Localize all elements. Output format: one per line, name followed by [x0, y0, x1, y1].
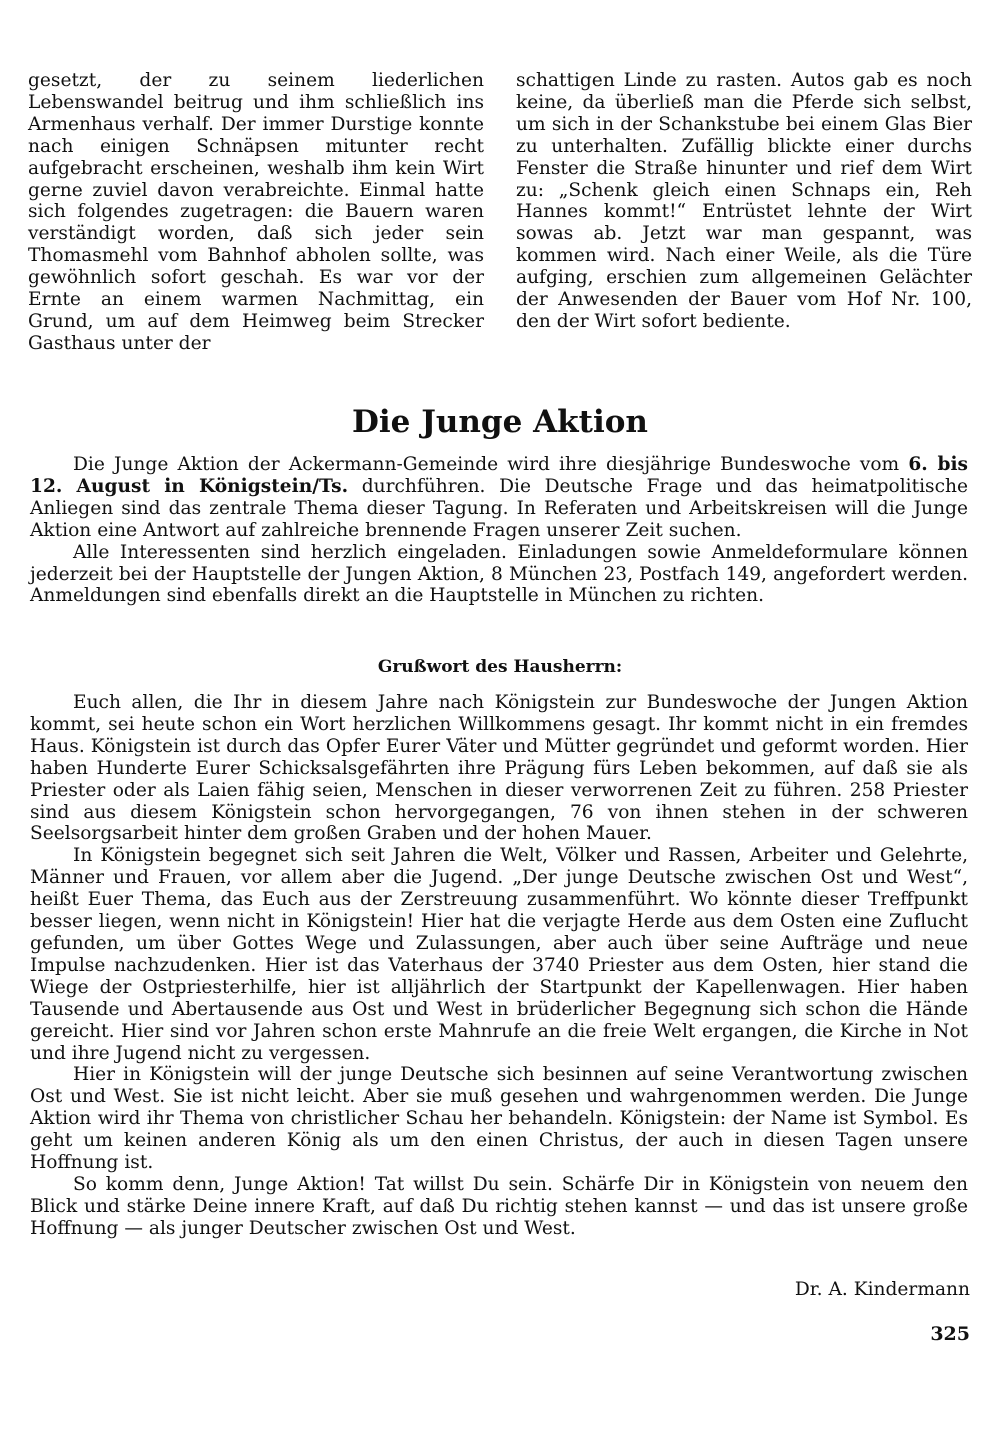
greeting-subheading: Grußwort des Hausherrn:: [377, 657, 623, 677]
left-column-paragraph: gesetzt, der zu seinem liederlichen Lebenswandel beitrug und ihm schließlich ins Armenhaus verhalf. Der immer Durstige konnte nach einigen Schnäpsen mitunter recht aufgebracht erscheinen, weshalb ihm kein Wirt gerne zuviel davon verabreichte. Einmal hatte sich folgendes zugetragen: die Bauern waren verständigt worden, daß sich jeder sein Thomasmehl vom Bahnhof abholen sollte, was gewöhnlich sofort geschah. Es war vor der Ernte an einem warmen Nachmittag, ein Grund, um auf dem Heimweg beim Strecker Gasthaus unter der: [28, 70, 484, 354]
intro-text-start: Die Junge Aktion der Ackermann-Gemeinde wird ihre diesjährige Bundeswoche vom: [73, 454, 900, 475]
intro-paragraph-1: [30, 454, 968, 542]
address-paragraph-1: Euch allen, die Ihr in diesem Jahre nach Königstein zur Bundeswoche der Jungen Aktion kommt, sei heute schon ein Wort herzlichen Willkommens gesagt. Ihr kommt nicht in ein fremdes Haus. Königstein ist durch das Opfer Eurer Väter und Mütter gegründet und geformt worden. Hier haben Hunderte Eurer Schicksalsgefährten ihre Prägung fürs Leben bekommen, auf daß sie als Priester oder als Laien fähig seien, Menschen in dieser verworrenen Zeit zu führen. 258 Priester sind aus diesem Königstein schon hervorgegangen, 76 von ihnen stehen in der schweren Seelsorgsarbeit hinter dem großen Graben und der hohen Mauer.: [30, 692, 968, 845]
right-column: [516, 70, 972, 355]
article-intro: [30, 454, 968, 607]
page-number: 325: [930, 1323, 970, 1345]
intro-paragraph-2: Alle Interessenten sind herzlich eingeladen. Einladungen sowie Anmeldeformulare können jederzeit bei der Hauptstelle der Jungen Aktion, 8 München 23, Postfach 149, angefordert werden. Anmeldungen sind ebenfalls direkt an die Hauptstelle in München zu richten.: [30, 541, 968, 607]
author-signature: Dr. A. Kindermann: [794, 1279, 970, 1300]
address-paragraph-2: In Königstein begegnet sich seit Jahren die Welt, Völker und Rassen, Arbeiter und Gelehrte, Männer und Frauen, vor allem aber die Jugend. „Der junge Deutsche zwischen Ost und West“, heißt Euer Thema, das Euch aus der Zerstreuung zusammenführt. Wo könnte dieser Treffpunkt besser liegen, wenn nicht in Königstein! Hier hat die verjagte Herde aus dem Osten eine Zuflucht gefunden, um über Gottes Wege und Zulassungen, aber auch über seine Aufträge und neue Impulse nachzudenken. Hier ist das Vaterhaus der 3740 Priester aus dem Osten, hier stand die Wiege der Ostpriesterhilfe, hier ist alljährlich der Startpunkt der Kapellenwagen. Hier haben Tausende und Abertausende aus Ost und West in brüderlicher Begegnung sich schon die Hände gereicht. Hier sind vor Jahren schon erste Mahnrufe an die freie Welt ergangen, die Kirche in Not und ihre Jugend nicht zu vergessen.: [30, 845, 968, 1064]
right-column-paragraph: schattigen Linde zu rasten. Autos gab es noch keine, da überließ man die Pferde sich selbst, um sich in der Schankstube bei einem Glas Bier zu unterhalten. Zufällig blickte einer durchs Fenster die Straße hinunter und rief dem Wirt zu: „Schenk gleich einen Schnaps ein, Reh Hannes kommt!“ Entrüstet lehnte der Wirt sowas ab. Jetzt war man gespannt, was kommen wird. Nach einer Weile, als die Türe aufging, erschien zum allgemeinen Gelächter der Anwesenden der Bauer vom Hof Nr. 100, den der Wirt sofort bediente.: [516, 70, 972, 332]
address-paragraph-4: So komm denn, Junge Aktion! Tat willst Du sein. Schärfe Dir in Königstein von neuem den Blick und stärke Deine innere Kraft, auf daß Du richtig stehen kannst — und das ist unsere große Hoffnung — als junger Deutscher zwischen Ost und West.: [30, 1173, 968, 1239]
address-paragraph-3: Hier in Königstein will der junge Deutsche sich besinnen auf seine Verantwortung zwischen Ost und West. Sie ist nicht leicht. Aber sie muß gesehen und wahrgenommen werden. Die Junge Aktion wird ihr Thema von christlicher Schau her behandeln. Königstein: der Name ist Symbol. Es geht um keinen anderen König als um den einen Christus, der auch in diesen Tagen unsere Hoffnung ist.: [30, 1064, 968, 1174]
greeting-address: [30, 692, 968, 1240]
left-column: [28, 70, 484, 355]
event-dates-location: 6. bis 12. August in Königstein/Ts.: [30, 454, 968, 497]
top-two-column-text: [28, 70, 972, 355]
intro-text-end: durchführen. Die Deutsche Frage und das heimatpolitische Anliegen sind das zentrale Thema dieser Tagung. In Referaten und Arbeitskreisen will die Junge Aktion eine Antwort auf zahlreiche brennende Fragen unserer Zeit suchen.: [30, 475, 968, 541]
article-title: Die Junge Aktion: [352, 404, 648, 440]
